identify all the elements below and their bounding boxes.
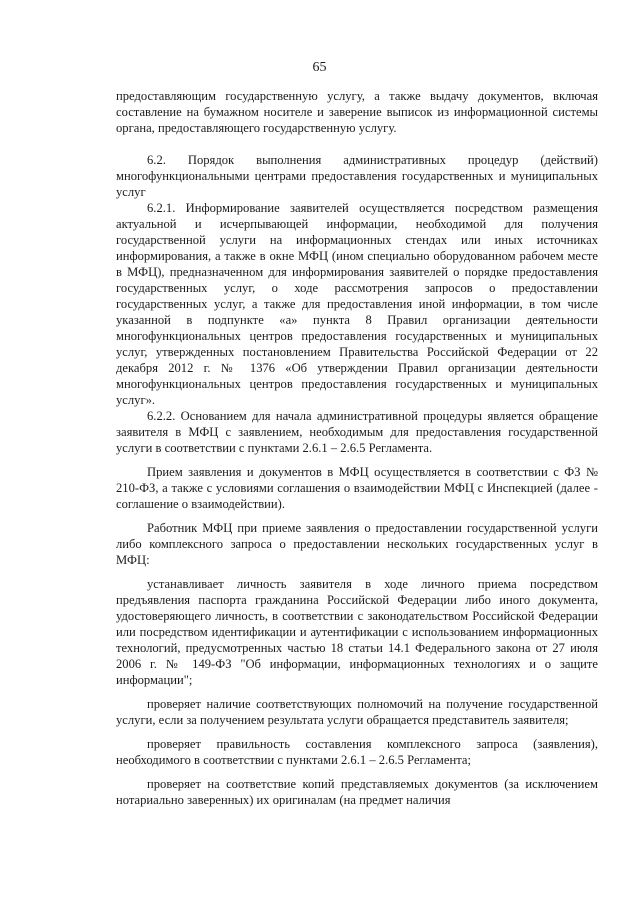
document-body	[116, 88, 598, 808]
paragraph: Работник МФЦ при приеме заявления о предоставлении государственной услуги либо комплексного запроса о предоставлении нескольких государственных услуг в МФЦ:	[116, 521, 598, 567]
paragraph: 6.2.2. Основанием для начала административной процедуры является обращение заявителя в МФЦ с заявлением, необходимым для предоставления государственной услуги в соответствии с пунктами 2.6.1 – 2.6.5 Регламента.	[116, 409, 598, 455]
paragraph: предоставляющим государственную услугу, а также выдачу документов, включая составление на бумажном носителе и заверение выписок из информационной системы органа, предоставляющего государственную услугу.	[116, 89, 598, 135]
paragraph: проверяет наличие соответствующих полномочий на получение государственной услуги, если за получением результата услуги обращается представитель заявителя;	[116, 697, 598, 727]
paragraph: 6.2.1. Информирование заявителей осуществляется посредством размещения актуальной и исчерпывающей информации, необходимой для получения государственной услуги на информационных стендах или иных источниках информирования, а также в окне МФЦ (ином специально оборудованном рабочем месте в МФЦ), предназначенном для информирования заявителей о порядке предоставления государственных услуг, о ходе рассмотрения запросов о предоставлении государственных услуг, а также для предоставления иной информации, в том числе указанной в подпункте «а» пункта 8 Правил организации деятельности многофункциональных центров предоставления государственных и муниципальных услуг, утвержденных постановлением Правительства Российской Федерации от 22 декабря 2012 г. № 1376 «Об утверждении Правил организации деятельности многофункциональных центров предоставления государственных и муниципальных услуг».	[116, 201, 598, 407]
section-heading: 6.2. Порядок выполнения административных процедур (действий) многофункциональными центрами предоставления государственных и муниципальных услуг	[116, 153, 598, 199]
paragraph: Прием заявления и документов в МФЦ осуществляется в соответствии с ФЗ № 210-ФЗ, а также с условиями соглашения о взаимодействии МФЦ с Инспекцией (далее - соглашение о взаимодействии).	[116, 465, 598, 511]
paragraph: проверяет правильность составления комплексного запроса (заявления), необходимого в соответствии с пунктами 2.6.1 – 2.6.5 Регламента;	[116, 737, 598, 767]
paragraph: устанавливает личность заявителя в ходе личного приема посредством предъявления паспорта гражданина Российской Федерации либо иного документа, удостоверяющего личность, в соответствии с законодательством Российской Федерации или посредством идентификации и аутентификации с использованием информационных технологий, предусмотренных частью 18 статьи 14.1 Федерального закона от 27 июля 2006 г. № 149-ФЗ "Об информации, информационных технологиях и о защите информации";	[116, 577, 598, 687]
page-number: 65	[312, 60, 327, 75]
paragraph: проверяет на соответствие копий представляемых документов (за исключением нотариально заверенных) их оригиналам (на предмет наличия	[116, 777, 598, 807]
